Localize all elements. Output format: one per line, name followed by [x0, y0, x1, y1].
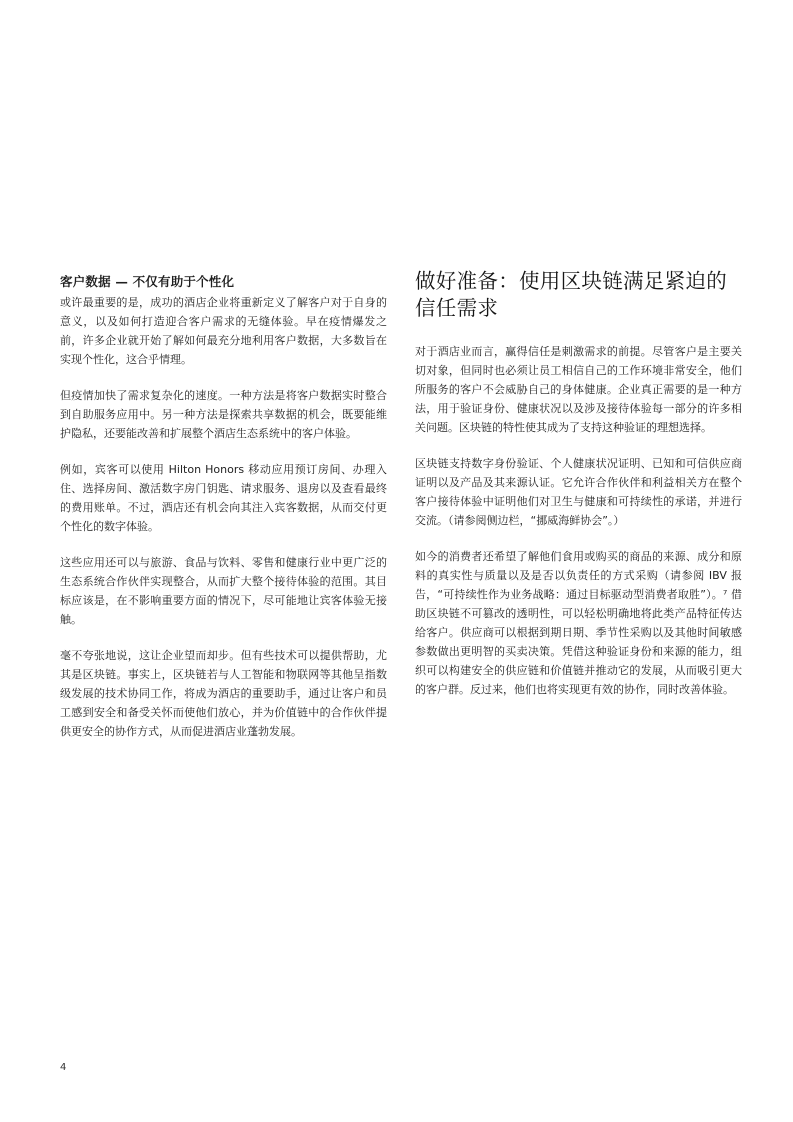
right-paragraph-1: 对于酒店业而言，赢得信任是刺激需求的前提。尽管客户是主要关切对象，但同时也必须让员工相信自己的工作环境非常安全，他们所服务的客户不会威胁自己的身体健康。企业真正需要的是一种方法，用于验证身份、健康状况以及涉及接待体验每一部分的许多相关问题。区块链的特性使其成为了支持这种验证的理想选择。 — [415, 345, 742, 434]
right-paragraph-3: 如今的消费者还希望了解他们食用或购买的商品的来源、成分和原料的真实性与质量以及是否以负责任的方式采购（请参阅 IBV 报告，“可持续性作为业务战略：通过目标驱动型消费者取胜”）。⁷ 借助区块链不可篡改的透明性，可以轻松明确地将此类产品特征传达给客户。供应商可以根据到期日期、季节性采购以及其他时间敏感参数做出更明智的买卖决策。凭借这种验证身份和来源的能力，组织可以构建安全的供应链和价值链并推动它的发展，从而吸引更大的客户群。反过来，他们也将实现更有效的协作，同时改善体验。 — [415, 550, 742, 696]
left-paragraph-3: 例如，宾客可以使用 Hilton Honors 移动应用预订房间、办理入住、选择房间、激活数字房门钥匙、请求服务、退房以及查看最终的费用账单。不过，酒店还有机会向其注入宾客数据，从而交付更个性化的数字体验。 — [60, 463, 387, 533]
left-paragraph-4: 这些应用还可以与旅游、食品与饮料、零售和健康行业中更广泛的生态系统合作伙伴实现整合，从而扩大整个接待体验的范围。其目标应该是，在不影响重要方面的情况下，尽可能地让宾客体验无接触。 — [60, 556, 387, 626]
section-heading-customer-data: 客户数据 — 不仅有助于个性化 — [60, 274, 235, 289]
right-column — [415, 269, 742, 716]
left-paragraph-5: 毫不夸张地说，这让企业望而却步。但有些技术可以提供帮助，尤其是区块链。事实上，区块链若与人工智能和物联网等其他呈指数级发展的技术协同工作，将成为酒店的重要助手，通过让客户和员工感到安全和备受关怀而使他们放心，并为价值链中的合作伙伴提供更安全的协作方式，从而促进酒店业蓬勃发展。 — [60, 649, 387, 738]
page-number: 4 — [60, 1062, 67, 1073]
left-column — [60, 272, 387, 758]
right-paragraph-2: 区块链支持数字身份验证、个人健康状况证明、已知和可信供应商证明以及产品及其来源认证。它允许合作伙伴和利益相关方在整个客户接待体验中证明他们对卫生与健康和可持续性的承诺，并进行交流。（请参阅侧边栏，“挪威海鲜协会”。） — [415, 457, 742, 527]
section-heading-trust: 做好准备：使用区块链满足紧迫的信任需求 — [415, 269, 727, 320]
left-paragraph-2: 但疫情加快了需求复杂化的速度。一种方法是将客户数据实时整合到自助服务应用中。另一种方法是探索共享数据的机会，既要能维护隐私，还要能改善和扩展整个酒店生态系统中的客户体验。 — [60, 389, 387, 440]
left-paragraph-1: 或许最重要的是，成功的酒店企业将重新定义了解客户对于自身的意义，以及如何打造迎合客户需求的无缝体验。早在疫情爆发之前，许多企业就开始了解如何最充分地利用客户数据，大多数旨在实现个性化，这合乎情理。 — [60, 296, 387, 366]
